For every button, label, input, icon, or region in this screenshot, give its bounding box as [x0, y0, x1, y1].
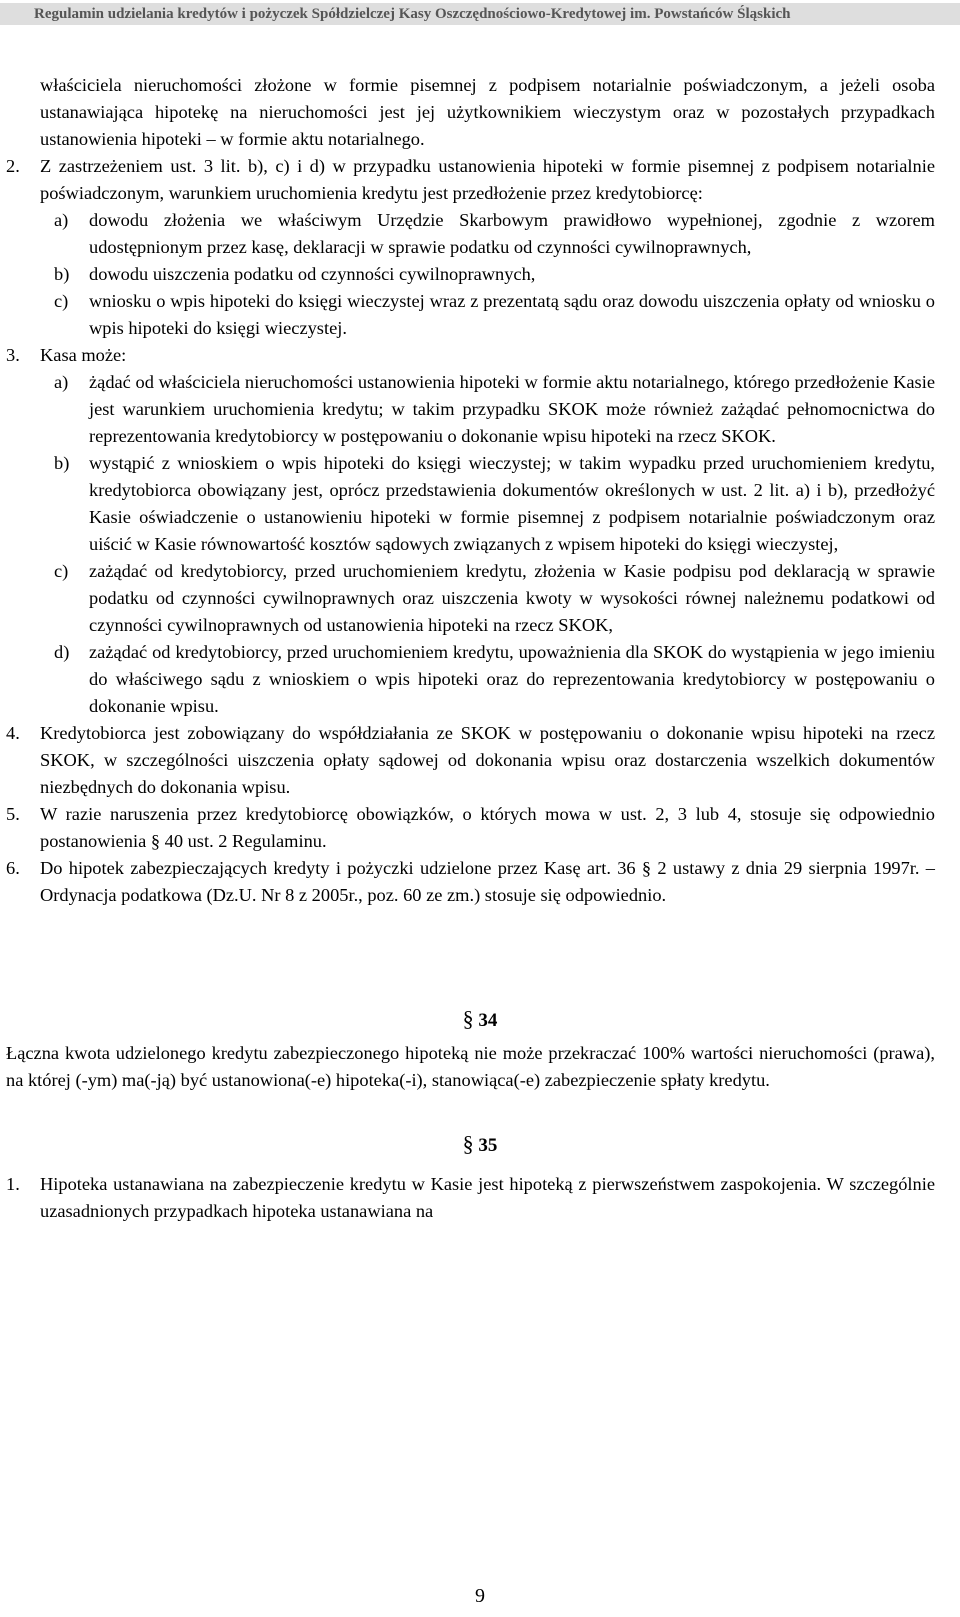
- item-text: Kasa może:: [40, 345, 127, 365]
- intro-paragraph: właściciela nieruchomości złożone w formie pisemnej z podpisem notarialnie poświadczonym, a jeżeli osoba ustanawiająca hipotekę na nieruchomości jest jej użytkownikiem wieczystym oraz w pozostałych przypadkach ustanowienia hipoteki – w formie aktu notarialnego.: [40, 75, 935, 149]
- list-item-4: [0, 720, 935, 801]
- item-number: 2.: [6, 156, 20, 176]
- list-item-2: [0, 153, 935, 207]
- section-34-paragraph: Łączna kwota udzielonego kredytu zabezpieczonego hipoteką nie może przekraczać 100% wartości nieruchomości (prawa), na której (-ym) ma(-ją) być ustanowiona(-e) hipoteka(-i), stanowiąca(-e) zabezpieczenie spłaty kredytu.: [6, 1043, 935, 1090]
- sub-item-text: wniosku o wpis hipoteki do księgi wieczystej wraz z prezentatą sądu oraz dowodu uiszczenia opłaty od wniosku o wpis hipoteki do księgi wieczystej.: [89, 291, 935, 338]
- sub-item-letter: c): [54, 291, 69, 311]
- item-number: 3.: [6, 345, 20, 365]
- sub-item-text: zażądać od kredytobiorcy, przed uruchomieniem kredytu, upoważnienia dla SKOK do wystąpienia w jego imieniu do właściwego sądu z wnioskiem o wpis hipoteki oraz do reprezentowania kredytobiorcy w postępowaniu o dokonanie wpisu.: [89, 642, 935, 716]
- item-number: 1.: [6, 1174, 20, 1194]
- sub-item-3d: [0, 639, 935, 720]
- list-item-6: [0, 855, 935, 909]
- section-symbol: §: [462, 1131, 474, 1156]
- item-text: Do hipotek zabezpieczających kredyty i pożyczki udzielone przez Kasę art. 36 § 2 ustawy z dnia 29 sierpnia 1997r. – Ordynacja podatkowa (Dz.U. Nr 8 z 2005r., poz. 60 ze zm.) stosuje się odpowiednio.: [40, 858, 935, 905]
- section-heading-34: [0, 1005, 960, 1034]
- sub-item-2b: [0, 261, 935, 288]
- section-number: 34: [478, 1010, 498, 1031]
- header-title: Regulamin udzielania kredytów i pożyczek Spółdzielczej Kasy Oszczędnościowo-Kredytowej im. Powstańców Śląskich: [34, 6, 791, 22]
- document-body: [0, 72, 960, 1225]
- sub-item-text: zażądać od kredytobiorcy, przed uruchomieniem kredytu, złożenia w Kasie podpisu pod deklaracją w sprawie podatku od czynności cywilnoprawnych oraz uiszczenia kwoty w wysokości równej należnemu podatkowi od czynności cywilnoprawnych od ustanowienia hipoteki na rzecz SKOK,: [89, 561, 935, 635]
- document-header: [0, 3, 960, 25]
- item-text: Hipoteka ustanawiana na zabezpieczenie kredytu w Kasie jest hipoteką z pierwszeństwem zaspokojenia. W szczególnie uzasadnionych przypadkach hipoteka ustanawiana na: [40, 1174, 935, 1221]
- sub-item-3b: [0, 450, 935, 558]
- section-symbol: §: [462, 1006, 474, 1031]
- item-text: W razie naruszenia przez kredytobiorcę obowiązków, o których mowa w ust. 2, 3 lub 4, stosuje się odpowiednio postanowienia § 40 ust. 2 Regulaminu.: [40, 804, 935, 851]
- sub-item-3c: [0, 558, 935, 639]
- item-number: 4.: [6, 723, 20, 743]
- sub-item-letter: a): [54, 372, 69, 392]
- sub-item-text: dowodu złożenia we właściwym Urzędzie Skarbowym prawidłowo wypełnionej, zgodnie z wzorem udostępnionym przez kasę, deklaracji w sprawie podatku od czynności cywilnoprawnych,: [89, 210, 935, 257]
- section-heading-35: [0, 1130, 960, 1159]
- sub-item-letter: b): [54, 453, 70, 473]
- sub-item-letter: b): [54, 264, 70, 284]
- list-item-5: [0, 801, 935, 855]
- item-text: Z zastrzeżeniem ust. 3 lit. b), c) i d) w przypadku ustanowienia hipoteki w formie pisemnej z podpisem notarialnie poświadczonym, warunkiem uruchomienia kredytu jest przedłożenie przez kredytobiorcę:: [40, 156, 935, 203]
- item-number: 6.: [6, 858, 20, 878]
- sub-item-3a: [0, 369, 935, 450]
- sub-item-2c: [0, 288, 935, 342]
- sub-item-2a: [0, 207, 935, 261]
- sub-item-letter: a): [54, 210, 69, 230]
- sub-item-text: wystąpić z wnioskiem o wpis hipoteki do księgi wieczystej; w takim wypadku przed uruchomieniem kredytu, kredytobiorca obowiązany jest, oprócz przedstawienia dokumentów określonych w ust. 2 lit. a) i b), przedłożyć Kasie oświadczenie o ustanowieniu hipoteki w formie pisemnej z podpisem notarialnie poświadczonym oraz uiścić w Kasie równowartość kosztów sądowych związanych z wpisem hipoteki do księgi wieczystej,: [89, 453, 935, 554]
- section-number: 35: [478, 1135, 498, 1156]
- sub-item-letter: c): [54, 561, 69, 581]
- item-number: 5.: [6, 804, 20, 824]
- sub-item-text: dowodu uiszczenia podatku od czynności cywilnoprawnych,: [89, 264, 536, 284]
- list-item-3: [0, 342, 935, 369]
- page-number: 9: [475, 1585, 485, 1607]
- sub-item-letter: d): [54, 642, 70, 662]
- sub-item-text: żądać od właściciela nieruchomości ustanowienia hipoteki w formie aktu notarialnego, którego przedłożenie Kasie jest warunkiem uruchomienia kredytu; w takim przypadku SKOK może również zażądać pełnomocnictwa do reprezentowania kredytobiorcy w postępowaniu o dokonanie wpisu hipoteki na rzecz SKOK.: [89, 372, 935, 446]
- item-text: Kredytobiorca jest zobowiązany do współdziałania ze SKOK w postępowaniu o dokonanie wpisu hipoteki na rzecz SKOK, w szczególności uiszczenia opłaty sądowej od dokonania wpisu oraz dostarczenia wszelkich dokumentów niezbędnych do dokonania wpisu.: [40, 723, 935, 797]
- section-35-item-1: [0, 1171, 935, 1225]
